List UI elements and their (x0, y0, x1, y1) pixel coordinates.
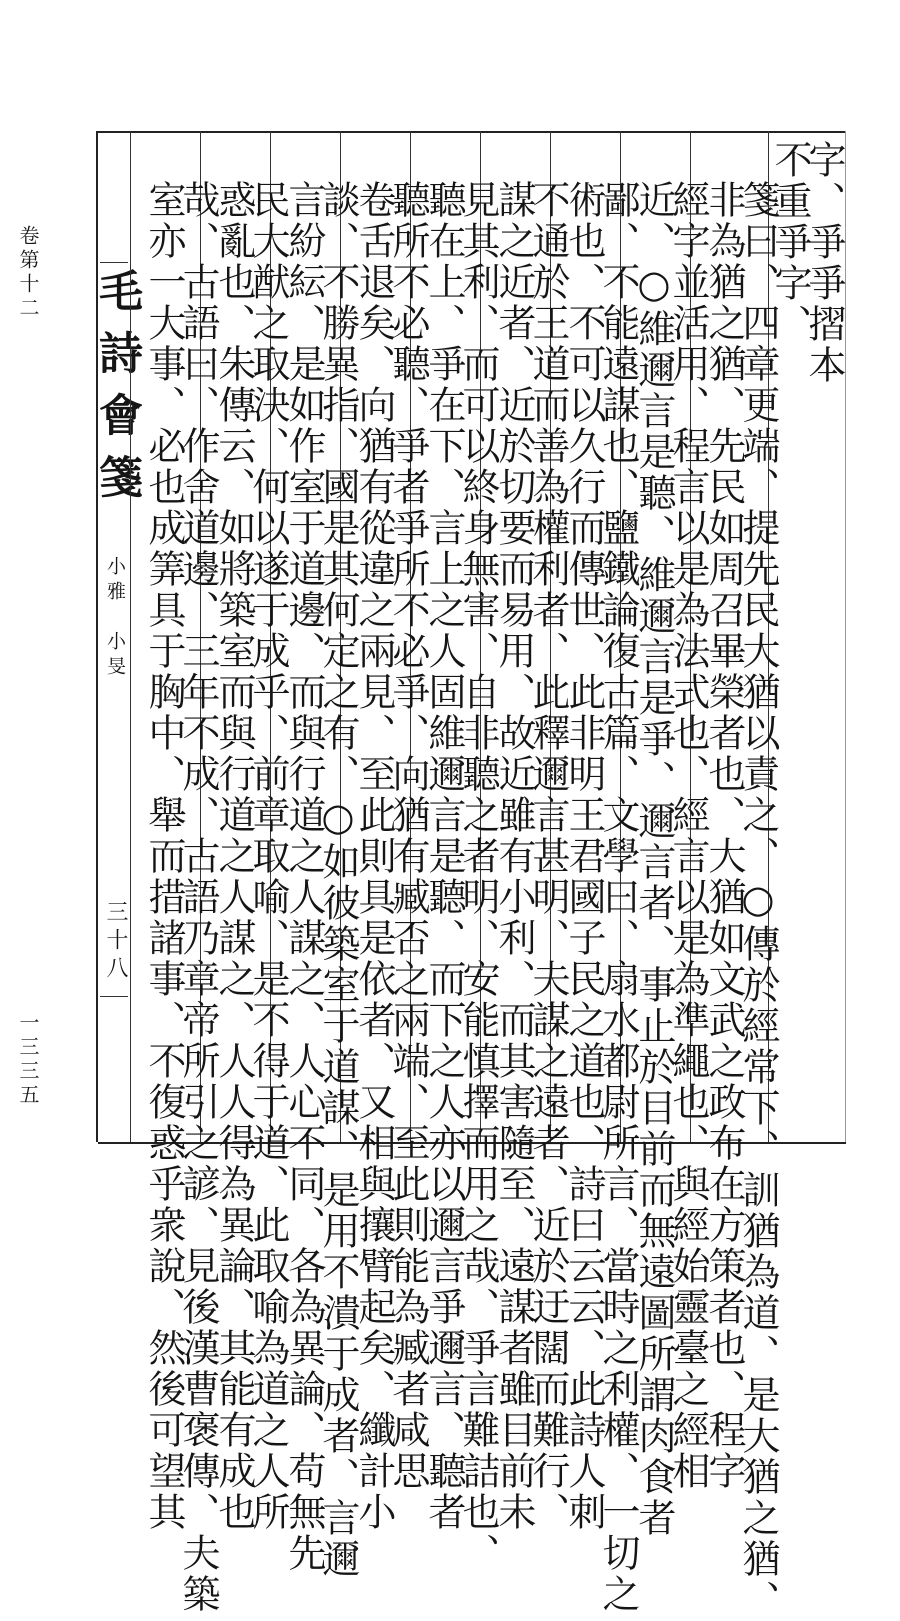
page-number: 一三三五 (16, 1012, 40, 1108)
text-column: 惑亂也、朱傳云、如將築室而與行道之人謀之、人人得為異論、其能有成也 (212, 180, 256, 1533)
volume-label: 卷第十二 (16, 225, 40, 321)
text-column: 見其利、而可以終身無害、自非聽之者明、安能慎擇而用之哉、爭言難詰也、 (456, 180, 500, 1574)
text-column: 鄙、不能遠謀也、鹽鐵論復古篇、文學曰、扇水都尉所言、當時之利權、一切之 (596, 180, 640, 1615)
section-label: 小雅 小旻 (104, 556, 126, 681)
text-column: 民大猷之取決、何以遂于成乎、前章取喻、是不得于道、此取喻為道之人所 (246, 180, 290, 1533)
text-column: 非為猶之猶、先民如周召畢榮者也、大猶如文武之政布在方策者也、程字 (702, 180, 746, 1492)
text-column: 術也、不可以久行而傳世、此非明王君國子民之道也、詩曰云云、此詩人刺 (562, 180, 606, 1533)
text-column: 卷舌退矣、向猶有從違之兩見、至此則具是依者、又相與攘臂起矣、纖計小 (352, 180, 396, 1533)
text-column: 近、○維邇言是聽、維邇言是爭、邇言者、事止於目前而無遠圖所謂肉食者 (632, 180, 676, 1539)
frame-top-border (98, 131, 846, 133)
text-column: 室亦一大事、必也成筭具于胸中、舉而措諸事、不復惑乎衆說、然後可望其 (142, 180, 186, 1533)
text-column: 謀之近者、近於切要而易用、故近雖有小利、而其害隨至、遠謀者雖目前未 (492, 180, 536, 1533)
text-column: 不通於王道而善為權利者、此釋邇言甚明、夫謀之遠者、近於迂闊而難行、 (526, 180, 570, 1533)
text-column: 箋曰、四章更端、提先民大猶以責之、○傳於經常下、訓猶為道、是大猶之猶、 (736, 180, 780, 1621)
book-title: 毛詩會箋 (91, 268, 142, 516)
text-column: 聽所不必聽、爭者爭所不必爭、向猶有臧否之兩端、至此則能為臧者咸思 (386, 180, 430, 1492)
text-column: 不重爭字、 (768, 140, 812, 345)
text-column: 言紛紜、是如作室于道邊、而與行道之人謀之、人心不同、各為異論、苟無先 (282, 180, 326, 1574)
gutter-rule-top (100, 262, 128, 263)
column-rule (130, 131, 131, 1142)
text-column: 聽在上、爭在下、言上之人固維邇言是聽、而下之人亦以邇言爭邇言、聽者 (422, 180, 466, 1533)
text-column: 談、不勝異指、國是其何定之有、○如彼築室于道謀、是用不潰于成者、言邇 (316, 180, 360, 1580)
folio-number: 三十八 (103, 900, 128, 984)
text-column: 經字並活用、程言以是為法式也、經言以是為準繩也、與經始靈臺之經相 (666, 180, 710, 1492)
gutter-rule-bottom (100, 996, 128, 997)
text-column: 哉、古語曰、作舍道邊、三年不成、古語乃章帝所引之諺、見後漢曹褒傳、夫築 (176, 180, 220, 1615)
text-column: 字、爭爭摺本 (802, 140, 846, 386)
